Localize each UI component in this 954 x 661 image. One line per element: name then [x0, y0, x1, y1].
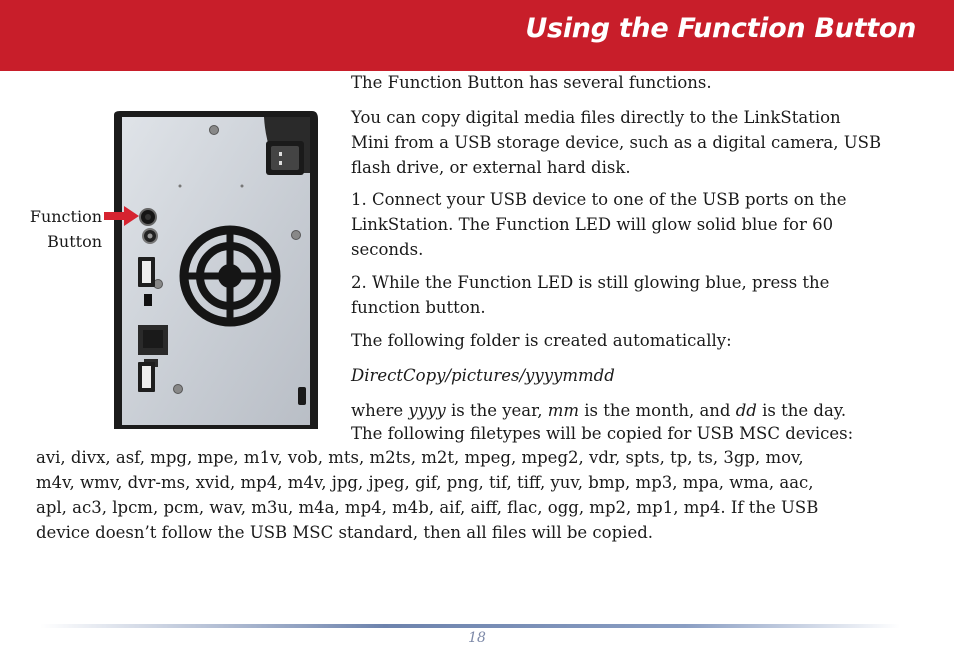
date-explanation: [351, 398, 846, 423]
text-line: seconds.: [351, 240, 424, 259]
page-title: Using the Function Button: [525, 13, 916, 44]
text-line: LinkStation. The Function LED will glow solid blue for 60: [351, 215, 834, 234]
footer-divider: [40, 624, 900, 628]
text-line: flash drive, or external hard disk.: [351, 158, 631, 177]
year-variable: yyyy: [408, 401, 446, 420]
month-variable: mm: [547, 401, 580, 420]
page-header: [0, 0, 954, 71]
text-line: avi, divx, asf, mpg, mpe, m1v, vob, mts, m2ts, m2t, mpeg, mpeg2, vdr, spts, tp, ts, 3gp, mov,: [36, 448, 804, 467]
intro-paragraph: The Function Button has several functions.: [351, 73, 712, 92]
text-line: function button.: [351, 298, 486, 317]
folder-intro-paragraph: The following folder is created automatically:: [351, 331, 732, 350]
folder-path: DirectCopy/pictures/yyyymmdd: [351, 366, 615, 385]
page-number: 18: [468, 630, 486, 646]
copy-description-paragraph: [351, 105, 881, 180]
text-run: is the month, and: [579, 401, 736, 420]
text-line: m4v, wmv, dvr-ms, xvid, mp4, m4v, jpg, jpeg, gif, png, tif, tiff, yuv, bmp, mp3, mpa, wma, aac,: [36, 473, 814, 492]
text-run: where: [351, 401, 409, 420]
text-run: is the day.: [756, 401, 847, 420]
arrow-icon: [104, 205, 140, 227]
caption-line: Function: [29, 207, 102, 226]
text-line: 1. Connect your USB device to one of the USB ports on the: [351, 190, 847, 209]
step-1-paragraph: [351, 187, 847, 262]
step-2-paragraph: [351, 270, 829, 320]
filetypes-list: [36, 445, 936, 545]
text-run: is the year,: [445, 401, 548, 420]
filetypes-intro: The following filetypes will be copied for USB MSC devices:: [351, 424, 854, 443]
caption-line: Button: [47, 232, 102, 251]
text-line: apl, ac3, lpcm, pcm, wav, m3u, m4a, mp4, m4b, aif, aiff, flac, ogg, mp2, mp1, mp4. If the USB: [36, 498, 819, 517]
figure-caption: [18, 204, 102, 254]
text-line: 2. While the Function LED is still glowing blue, press the: [351, 273, 830, 292]
linkstation-rear-photo: [114, 111, 318, 429]
day-variable: dd: [735, 401, 757, 420]
text-line: Mini from a USB storage device, such as a digital camera, USB: [351, 133, 882, 152]
text-line: device doesn’t follow the USB MSC standard, then all files will be copied.: [36, 523, 654, 542]
text-line: You can copy digital media files directly to the LinkStation: [351, 108, 841, 127]
